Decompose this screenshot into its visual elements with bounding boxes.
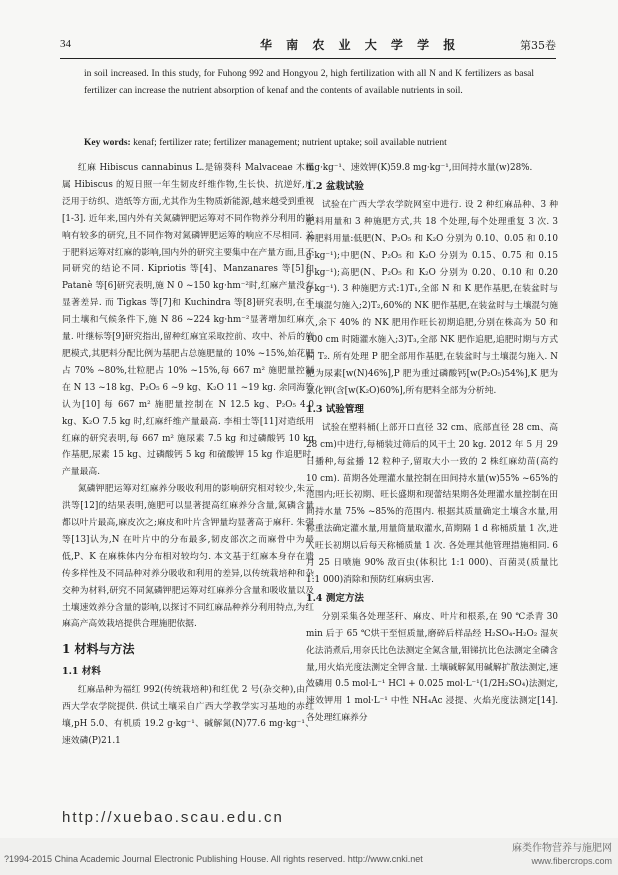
site-watermark bbox=[512, 842, 612, 868]
keywords-text: kenaf; fertilizer rate; fertilizer management; nutrient uptake; soil available nutrient bbox=[133, 138, 447, 148]
subsection-heading-measurement: 1.4 测定方法 bbox=[306, 592, 364, 604]
keywords-label: Key words: bbox=[84, 138, 131, 148]
keywords-line bbox=[84, 138, 534, 148]
site-url: www.fibercrops.com bbox=[531, 856, 612, 866]
left-column bbox=[62, 160, 314, 750]
footer-bar bbox=[0, 838, 618, 875]
pot-trial-paragraph: 试验在广西大学农学院网室中进行. 设 2 种红麻品种、3 种肥料用量和 3 种施肥方式,共 18 个处理,每个处理重复 3 次. 3 种肥料用量:低肥(N、P₂O₅ 和 K₂O 分别为 0.10、0.05 和 0.10 g·kg⁻¹);中肥(N、P₂O₅ 和 K₂O 分别为 0.15、0.75 和 0.15 g·kg⁻¹);高肥(N、P₂O₅ 和 K₂O 分别为 0.20、0.10 和 0.20 g·kg⁻¹). 3 种施肥方式:1)T₁,全部 N 和 K 肥作基肥,在装盆时与土壤混匀施入;2)T₂,60%的 NK 肥作基肥,在装盆时与土壤混匀施入,余下 40% 的 NK 肥用作旺长初期追肥,分别在株高为 50 和 100 cm 时随灌水施入;3)T₃,全部 NK 肥作追肥,追肥时期与方式同 T₂. 所有处理 P 肥全部用作基肥,在装盆时与土壤混匀施入. N 肥为尿素[w(N)46%],P 肥为重过磷酸钙[w(P₂O₅)54%],K 肥为氯化钾(含[w(K₂O)60%],所有肥料全部为分析纯. bbox=[306, 199, 558, 396]
journal-title: 华 南 农 业 大 学 学 报 bbox=[260, 38, 461, 52]
intro-paragraph: 红麻 Hibiscus cannabinus L.是锦葵科 Malvaceae 木槿属 Hibiscus 的短日照一年生韧皮纤维作物,生长快、抗逆好,广泛用于纺织、造纸等方面,尤其作为生物质新能源,越来越受到重视[1-3]. 近年来,国内外有关氮磷钾肥运筹对不同作物养分利用的影响有较多的研究,且不同作物对氮磷钾肥运筹的响应不尽相同. 关于肥料运筹对红麻的影响,国内外的研究主要集中在产量方面,且不同研究的结论不同. Kipriotis 等[4]、Manzanares 等[5]和 Patanè 等[6]研究表明,施 N 0 ~150 kg·hm⁻²时,红麻产量没有显著差异. 而 Tigkas 等[7]和 Kuchindra 等[8]研究表明,在不同土壤和气候条件下,施 N 86 ~224 kg·hm⁻²显著增加红麻产量. 叶继标等[9]研究指出,留种红麻宜采取控前、攻中、补后的施肥模式,其肥料分配比例为基肥占总施肥量的 10% ~15%,始花肥占 70% ~80%,壮粒肥占 10% ~15%,每 667 m² 施肥量控制在 N 13 ~18 kg、P₂O₅ 6 ~9 kg、K₂O 11 ~19 kg. 余同海等认为[10] 每 667 m² 施肥量控制在 N 12.5 kg、P₂O₅ 4.0 kg、K₂O 7.5 kg 时,红麻纤维产量最高. 李相士等[11]对造纸用红麻的研究表明,每 667 m² 施尿素 7.5 kg 和过磷酸钙 10 kg 作基肥,尿素 15 kg、过磷酸钙 5 kg 和硫酸钾 15 kg 作追肥时,产量最高. bbox=[62, 163, 314, 478]
npk-paragraph: 氮磷钾肥运筹对红麻养分吸收利用的影响研究相对较少,朱元洪等[12]的结果表明,施肥可以显著提高红麻养分含量,氮磷含量都以叶片最高,麻皮次之;麻皮和叶片含钾量均显著高于麻秆. 朱强等[13]认为,N 在叶片中的分布最多,韧皮部次之而麻骨中为最低,P、K 在麻株体内分布相对较均匀. 本文基于红麻本身存在遗传多样性及不同品种对养分吸收和利用的差异,以传统栽培种和杂交种为材料,研究不同氮磷钾肥运筹对红麻养分含量和吸收量以及土壤速效养分含量的影响,以探讨不同红麻品种养分利用特点,为红麻高产高效栽培提供合理施肥依据. bbox=[62, 484, 314, 630]
subsection-heading-materials: 1.1 材料 bbox=[62, 666, 101, 678]
abstract-continuation: in soil increased. In this study, for Fuhong 992 and Hongyou 2, high fertilization with all N and K fertilizers as basal fertilizer can increase the nutrient absorption of kenaf and the contents of available nutrients in soil. bbox=[84, 69, 534, 96]
section-heading-methods: 1 材料与方法 bbox=[62, 642, 135, 657]
management-paragraph: 试验在塑料桶(上部开口直径 32 cm、底部直径 28 cm、高 28 cm)中进行,每桶装过筛后的风干土 20 kg. 2012 年 5 月 29 日播种,每盆播 12 粒种子,留取大小一致的 2 株红麻幼苗(高约 10 cm). 苗期各处理灌水量控制在田间持水量(w)55% ~65%的范围内;旺长初期、旺长盛期和现蕾结果期各处理灌水量控制在田间持水量 75% ~85%的范围内. 根据其质量确定土壤含水量,用称重法确定灌水量,用量筒量取灌水,苗期隔 1 d 称桶质量 1 次,进入旺长初期以后每天称桶质量 1 次. 各处理其他管理措施相同. 6 月 25 日喷施 90% 敌百虫(体积比 1:1 000)、百菌灵(质量比 1:1 000)消除和预防红麻病虫害. bbox=[306, 422, 558, 585]
subsection-heading-management: 1.3 试验管理 bbox=[306, 403, 364, 415]
subsection-heading-pot-trial: 1.2 盆栽试验 bbox=[306, 180, 364, 192]
copyright-notice: ?1994-2015 China Academic Journal Electronic Publishing House. All rights reserved. http://www.cnki.net bbox=[4, 854, 423, 864]
running-header bbox=[60, 34, 556, 54]
header-rule bbox=[60, 58, 556, 59]
materials-continuation: mg·kg⁻¹、速效钾(K)59.8 mg·kg⁻¹,田间持水量(w)28%. bbox=[306, 163, 533, 173]
journal-url-watermark: http://xuebao.scau.edu.cn bbox=[62, 809, 284, 826]
measurement-paragraph: 分别采集各处理茎秆、麻皮、叶片和根系,在 90 ℃杀青 30 min 后于 65 ℃烘干至恒质量,磨碎后样品经 H₂SO₄-H₂O₂ 湿灰化法消煮后,用奈氏比色法测定全氮含量,钼锑抗比色法测定全磷含量,用火焰光度法测定全钾含量. 土壤碱解氮用碱解扩散法测定,速效磷用 0.5 mol·L⁻¹ HCl + 0.025 mol·L⁻¹(1/2H₂SO₄)法测定,速效钾用 1 mol·L⁻¹ 中性 NH₄Ac 浸提、火焰光度法测定[14]. 各处理红麻养分 bbox=[306, 611, 558, 724]
materials-paragraph: 红麻品种为福红 992(传统栽培种)和红优 2 号(杂交种),由广西大学农学院提供. 供试土壤采自广西大学教学实习基地的赤红壤,pH 5.0、有机质 19.2 g·kg⁻¹、碱解氮(N)77.6 mg·kg⁻¹、速效磷(P)21.1 bbox=[62, 685, 314, 747]
page-number: 34 bbox=[60, 38, 71, 50]
right-column bbox=[306, 160, 558, 727]
site-name: 麻类作物营养与施肥网 bbox=[512, 843, 612, 854]
volume-label: 第35卷 bbox=[520, 39, 556, 52]
